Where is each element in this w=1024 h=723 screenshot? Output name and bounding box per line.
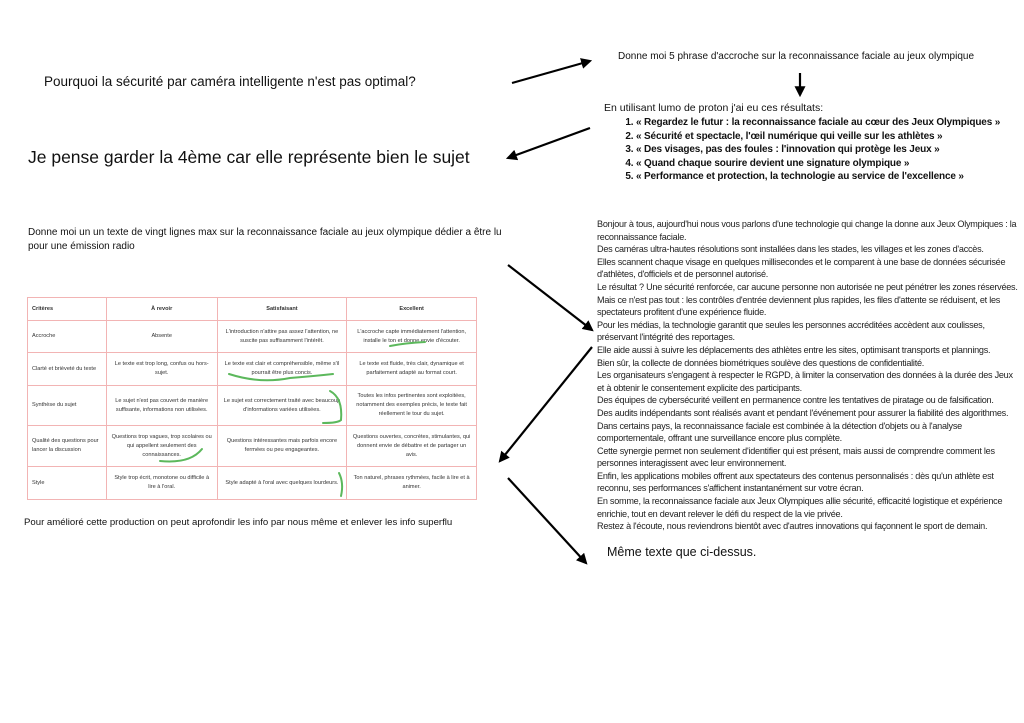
table-row [28, 386, 477, 426]
radio-line: Cette synergie permet non seulement d'identifier qui est présent, mais aussi de comprendre comment les personnes interagissent avec leur environnement. [597, 445, 995, 469]
table-cell: Le texte est fluide, très clair, dynamique et parfaitement adapté au format court. [347, 353, 477, 386]
radio-line: Mais ce n'est pas tout : les contrôles d'entrée deviennent plus rapides, les files d'attente se réduisent, et les spectateurs profitent d'une expérience fluide. [597, 294, 1001, 318]
choice-text: Je pense garder la 4ème car elle représente bien le sujet [28, 147, 470, 167]
header-cell: Critères [28, 298, 107, 321]
rubric-table [27, 297, 477, 500]
hook-item: 5. « Performance et protection, la technologie au service de l'excellence » [636, 170, 1019, 184]
hook-item: 1. « Regardez le futur : la reconnaissance faciale au cœur des Jeux Olympiques » [636, 116, 1019, 130]
right-column [597, 218, 1019, 559]
hook-item: 4. « Quand chaque sourire devient une signature olympique » [636, 157, 1019, 171]
table-cell: Questions ouvertes, concrètes, stimulantes, qui donnent envie de débattre et de partager un avis. [347, 426, 477, 467]
table-cell: Le texte est clair et compréhensible, même s'il pourrait être plus concis. [217, 353, 347, 386]
improvement-note: Pour amélioré cette production on peut aprofondir les info par nous même et enlever les info superflu [24, 517, 453, 528]
arrow-icon [512, 61, 590, 83]
table-cell: Style trop écrit, monotone ou difficile à lire à l'oral. [106, 467, 217, 500]
table-cell: L'introduction n'attire pas assez l'attention, ne suscite pas suffisamment l'intérêt. [217, 321, 347, 353]
table-row [28, 321, 477, 353]
table-row [28, 353, 477, 386]
hooks-prompt: Donne moi 5 phrase d'accroche sur la reconnaissance faciale au jeux olympique [618, 51, 975, 62]
header-cell: Excellent [347, 298, 477, 321]
question-text: Pourquoi la sécurité par caméra intelligente n'est pas optimal? [44, 74, 416, 89]
radio-line: Des caméras ultra-hautes résolutions sont installées dans les stades, les villages et les zones d'accès. [597, 244, 984, 255]
text-prompt: Donne moi un un texte de vingt lignes max sur la reconnaissance faciale au jeux olympique dédier a être lu pour une émission radio [28, 227, 502, 252]
header-cell: Satisfaisant [217, 298, 347, 321]
lumo-intro: En utilisant lumo de proton j'ai eu ces résultats: [604, 102, 824, 114]
table-cell: Style adapté à l'oral avec quelques lourdeurs. [217, 467, 347, 500]
radio-line: Dans certains pays, la reconnaissance faciale est combinée à la détection d'objets ou à l'analyse comportementale, offrant une surveillance encore plus complète. [597, 420, 962, 444]
radio-line: Bien sûr, la collecte de données biométriques soulève des questions de confidentialité. [597, 357, 925, 368]
table-cell: Synthèse du sujet [28, 386, 107, 426]
radio-line: Les organisateurs s'engagent à respecter le RGPD, à limiter la conservation des données à la durée des Jeux et à obtenir le consentement explicite des participants. [597, 370, 1013, 393]
table-cell: Questions trop vagues, trop scolaires ou qui appellent seulement des connaissances. [106, 426, 217, 467]
table-cell: L'accroche capte immédiatement l'attention, installe le ton et donne envie d'écouter. [347, 321, 477, 353]
radio-line: En somme, la reconnaissance faciale aux Jeux Olympiques allie sécurité, efficacité logistique et expérience enrichie, tout en devant relever le défi du respect de la vie privée. [597, 496, 1003, 519]
radio-line: Restez à l'écoute, nous reviendrons bientôt avec d'autres innovations qui façonnent le sport de demain. [597, 521, 988, 532]
radio-line: Pour les médias, la technologie garantit que seules les personnes accréditées accèdent aux coulisses, préservant l'intégrité des reportages. [597, 319, 985, 343]
arrow-icon [508, 265, 592, 330]
table-header-row [28, 298, 477, 321]
hook-item: 3. « Des visages, pas des foules : l'innovation qui protège les Jeux » [636, 143, 1019, 157]
table-cell: Le texte est trop long, confus ou hors-sujet. [106, 353, 217, 386]
table-cell: Accroche [28, 321, 107, 353]
radio-line: Elle aide aussi à suivre les déplacements des athlètes entre les sites, optimisant transports et plannings. [597, 344, 991, 355]
table-cell: Absente [106, 321, 217, 353]
table-row [28, 426, 477, 467]
table-cell: Toutes les infos pertinentes sont exploitées, notamment des exemples précis, le texte fait réellement le tour du sujet. [347, 386, 477, 426]
same-text-note: Même texte que ci-dessus. [607, 544, 757, 559]
table-cell: Qualité des questions pour lancer la discussion [28, 426, 107, 467]
radio-line: Des audits indépendants sont réalisés avant et pendant l'événement pour assurer la fiabilité des algorithmes. [597, 407, 1009, 418]
hook-item: 2. « Sécurité et spectacle, l'œil numérique qui veille sur les athlètes » [636, 130, 1019, 144]
lumo-results [604, 102, 1019, 184]
left-column [24, 297, 484, 528]
arrow-icon [508, 128, 590, 158]
radio-line: Elles scannent chaque visage en quelques millisecondes et le comparent à une base de données sécurisée d'athlètes, d'officiels et de personnel autorisé. [597, 256, 1006, 280]
table-cell: Style [28, 467, 107, 500]
table-cell: Le sujet n'est pas couvert de manière suffisante, informations non utilisées. [106, 386, 217, 426]
arrow-icon [500, 347, 592, 461]
table-cell: Questions intéressantes mais parfois encore fermées ou peu engageantes. [217, 426, 347, 467]
table-cell: Le sujet est correctement traité avec beaucoup d'informations variées utilisées. [217, 386, 347, 426]
hooks-list [624, 116, 1019, 184]
table-cell: Ton naturel, phrases rythmées, facile à lire et à animer. [347, 467, 477, 500]
radio-text [597, 218, 1019, 533]
arrow-icon [508, 478, 586, 563]
table-row [28, 467, 477, 500]
table-cell: Clarté et brièveté du texte [28, 353, 107, 386]
radio-line: Enfin, les applications mobiles offrent aux spectateurs des contenus personnalisés : dès qu'un athlète est reconnu, ses performances s'affichent instantanément sur votre écran. [597, 470, 994, 494]
header-cell: À revoir [106, 298, 217, 321]
radio-line: Le résultat ? Une sécurité renforcée, car aucune personne non autorisée ne peut pénétrer les zones réservées. [597, 281, 1018, 292]
radio-line: Des équipes de cybersécurité veillent en permanence contre les tentatives de piratage ou de falsification. [597, 395, 994, 406]
radio-line: Bonjour à tous, aujourd'hui nous vous parlons d'une technologie qui change la donne aux Jeux Olympiques : la reconnaissance faciale. [597, 219, 1017, 242]
